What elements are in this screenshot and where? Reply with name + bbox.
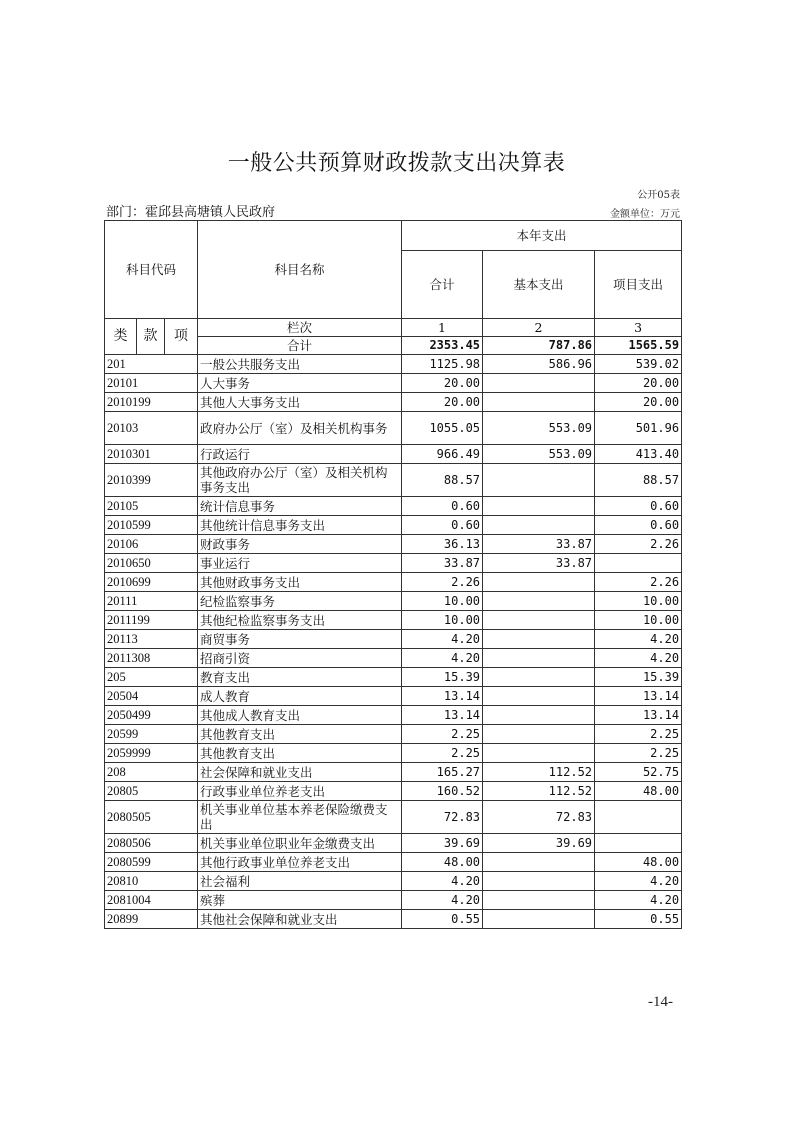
subject-code-cell: 20899 [105,910,198,929]
table-row [105,853,682,872]
subject-name-cell: 其他行政事业单位养老支出 [198,853,402,872]
basic-expenditure-cell [483,910,595,929]
total-cell: 10.00 [402,611,483,630]
table-row [105,834,682,853]
table-row [105,891,682,910]
table-row [105,516,682,535]
table-row [105,355,682,374]
basic-expenditure-cell [483,853,595,872]
subject-code-cell: 20805 [105,782,198,801]
table-row [105,412,682,445]
subject-name-cell: 机关事业单位基本养老保险缴费支出 [198,801,402,834]
header-total: 合计 [402,251,483,319]
subject-name-cell: 其他政府办公厅（室）及相关机构事务支出 [198,464,402,497]
total-cell: 1055.05 [402,412,483,445]
subject-code-cell: 20113 [105,630,198,649]
table-row [105,706,682,725]
table-row [105,393,682,412]
total-cell: 1125.98 [402,355,483,374]
subject-code-cell: 2081004 [105,891,198,910]
subject-name-cell: 社会福利 [198,872,402,891]
total-cell: 20.00 [402,393,483,412]
subject-name-cell: 事业运行 [198,554,402,573]
basic-expenditure-cell [483,872,595,891]
header-basic-expenditure: 基本支出 [483,251,595,319]
department-label: 部门：霍邱县高塘镇人民政府 [106,205,276,220]
subject-name-cell: 其他教育支出 [198,725,402,744]
table-row [105,872,682,891]
subject-code-cell: 2010199 [105,393,198,412]
total-cell: 2.25 [402,744,483,763]
subject-code-cell: 201 [105,355,198,374]
basic-expenditure-cell [483,891,595,910]
total-cell: 4.20 [402,649,483,668]
header-col-2: 2 [483,319,595,337]
subject-code-cell: 205 [105,668,198,687]
header-current-year-expenditure: 本年支出 [402,221,682,251]
project-expenditure-cell: 0.60 [595,497,682,516]
subject-name-cell: 一般公共服务支出 [198,355,402,374]
subject-name-cell: 殡葬 [198,891,402,910]
subject-code-cell: 2010301 [105,445,198,464]
basic-expenditure-cell [483,611,595,630]
project-expenditure-cell: 10.00 [595,611,682,630]
header-item: 项 [165,319,198,355]
subject-code-cell: 2010650 [105,554,198,573]
basic-expenditure-cell: 553.09 [483,445,595,464]
table-row [105,801,682,834]
subject-code-cell: 20504 [105,687,198,706]
project-expenditure-cell: 10.00 [595,592,682,611]
project-expenditure-cell: 4.20 [595,649,682,668]
table-row [105,611,682,630]
table-row [105,649,682,668]
basic-expenditure-cell: 39.69 [483,834,595,853]
subject-name-cell: 其他统计信息事务支出 [198,516,402,535]
header-project-expenditure: 项目支出 [595,251,682,319]
project-expenditure-cell: 13.14 [595,687,682,706]
subject-name-cell: 财政事务 [198,535,402,554]
table-body [105,355,682,929]
table-row [105,687,682,706]
subject-code-cell: 2080599 [105,853,198,872]
subject-name-cell: 机关事业单位职业年金缴费支出 [198,834,402,853]
basic-expenditure-cell: 33.87 [483,554,595,573]
subject-code-cell: 2011308 [105,649,198,668]
table-row [105,763,682,782]
project-expenditure-cell: 48.00 [595,782,682,801]
basic-expenditure-cell [483,573,595,592]
expenditure-table [104,220,682,929]
table-row [105,630,682,649]
total-cell: 4.20 [402,891,483,910]
project-expenditure-cell: 20.00 [595,374,682,393]
subject-name-cell: 招商引资 [198,649,402,668]
table-row [105,374,682,393]
total-cell: 33.87 [402,554,483,573]
subject-code-cell: 2050499 [105,706,198,725]
basic-expenditure-cell: 112.52 [483,782,595,801]
basic-expenditure-cell: 33.87 [483,535,595,554]
subject-name-cell: 人大事务 [198,374,402,393]
subject-code-cell: 20599 [105,725,198,744]
project-expenditure-cell: 413.40 [595,445,682,464]
page-number: -14- [648,994,673,1010]
total-cell: 72.83 [402,801,483,834]
summary-project: 1565.59 [595,337,682,355]
subject-code-cell: 2010699 [105,573,198,592]
project-expenditure-cell: 2.26 [595,573,682,592]
total-cell: 15.39 [402,668,483,687]
project-expenditure-cell: 4.20 [595,630,682,649]
subject-name-cell: 其他纪检监察事务支出 [198,611,402,630]
project-expenditure-cell: 4.20 [595,891,682,910]
project-expenditure-cell: 2.25 [595,744,682,763]
amount-unit-label: 金额单位：万元 [610,209,680,220]
basic-expenditure-cell [483,687,595,706]
project-expenditure-cell: 0.55 [595,910,682,929]
total-cell: 0.55 [402,910,483,929]
table-row [105,445,682,464]
basic-expenditure-cell [483,725,595,744]
subject-code-cell: 2059999 [105,744,198,763]
total-cell: 88.57 [402,464,483,497]
subject-code-cell: 20810 [105,872,198,891]
basic-expenditure-cell [483,464,595,497]
basic-expenditure-cell [483,592,595,611]
subject-code-cell: 2080505 [105,801,198,834]
subject-name-cell: 行政运行 [198,445,402,464]
total-cell: 4.20 [402,872,483,891]
subject-name-cell: 商贸事务 [198,630,402,649]
subject-code-cell: 2010599 [105,516,198,535]
basic-expenditure-cell [483,744,595,763]
project-expenditure-cell: 52.75 [595,763,682,782]
subject-code-cell: 20111 [105,592,198,611]
subject-name-cell: 统计信息事务 [198,497,402,516]
total-cell: 160.52 [402,782,483,801]
basic-expenditure-cell: 112.52 [483,763,595,782]
table-header [105,221,682,355]
subject-code-cell: 208 [105,763,198,782]
project-expenditure-cell: 501.96 [595,412,682,445]
project-expenditure-cell: 0.60 [595,516,682,535]
subject-code-cell: 2080506 [105,834,198,853]
project-expenditure-cell: 4.20 [595,872,682,891]
total-cell: 39.69 [402,834,483,853]
subject-name-cell: 教育支出 [198,668,402,687]
table-row [105,725,682,744]
basic-expenditure-cell: 553.09 [483,412,595,445]
table-row [105,668,682,687]
basic-expenditure-cell [483,630,595,649]
table-row [105,592,682,611]
subject-name-cell: 其他成人教育支出 [198,706,402,725]
header-col-1: 1 [402,319,483,337]
total-cell: 0.60 [402,516,483,535]
table-row [105,782,682,801]
subject-name-cell: 政府办公厅（室）及相关机构事务 [198,412,402,445]
project-expenditure-cell [595,554,682,573]
total-cell: 13.14 [402,706,483,725]
header-subject-code: 科目代码 [105,221,198,319]
basic-expenditure-cell [483,706,595,725]
subject-name-cell: 其他财政事务支出 [198,573,402,592]
subject-name-cell: 行政事业单位养老支出 [198,782,402,801]
total-cell: 966.49 [402,445,483,464]
total-cell: 4.20 [402,630,483,649]
basic-expenditure-cell [483,668,595,687]
total-cell: 36.13 [402,535,483,554]
total-cell: 20.00 [402,374,483,393]
subject-name-cell: 其他教育支出 [198,744,402,763]
basic-expenditure-cell [483,374,595,393]
document-title: 一般公共预算财政拨款支出决算表 [227,151,566,176]
basic-expenditure-cell [483,516,595,535]
header-subject-name: 科目名称 [198,221,402,319]
header-section: 款 [137,319,165,355]
total-cell: 10.00 [402,592,483,611]
project-expenditure-cell: 539.02 [595,355,682,374]
basic-expenditure-cell [483,649,595,668]
basic-expenditure-cell [483,393,595,412]
subject-code-cell: 20101 [105,374,198,393]
table-row [105,744,682,763]
header-column-order: 栏次 [198,319,402,337]
summary-total: 2353.45 [402,337,483,355]
table-row [105,910,682,929]
project-expenditure-cell: 13.14 [595,706,682,725]
total-cell: 2.26 [402,573,483,592]
table-row [105,497,682,516]
project-expenditure-cell: 2.26 [595,535,682,554]
header-class: 类 [105,319,137,355]
table-row [105,554,682,573]
subject-code-cell: 2011199 [105,611,198,630]
total-cell: 48.00 [402,853,483,872]
subject-name-cell: 成人教育 [198,687,402,706]
header-col-3: 3 [595,319,682,337]
subject-code-cell: 2010399 [105,464,198,497]
total-cell: 2.25 [402,725,483,744]
project-expenditure-cell [595,801,682,834]
project-expenditure-cell: 88.57 [595,464,682,497]
total-cell: 13.14 [402,687,483,706]
table-row [105,464,682,497]
total-cell: 165.27 [402,763,483,782]
form-number: 公开05表 [637,190,680,201]
subject-code-cell: 20103 [105,412,198,445]
project-expenditure-cell: 48.00 [595,853,682,872]
subject-name-cell: 其他人大事务支出 [198,393,402,412]
table-row [105,535,682,554]
basic-expenditure-cell [483,497,595,516]
subject-name-cell: 其他社会保障和就业支出 [198,910,402,929]
subject-code-cell: 20105 [105,497,198,516]
subject-name-cell: 社会保障和就业支出 [198,763,402,782]
project-expenditure-cell [595,834,682,853]
table-row [105,573,682,592]
basic-expenditure-cell: 586.96 [483,355,595,374]
total-cell: 0.60 [402,497,483,516]
summary-basic: 787.86 [483,337,595,355]
project-expenditure-cell: 20.00 [595,393,682,412]
subject-code-cell: 20106 [105,535,198,554]
basic-expenditure-cell: 72.83 [483,801,595,834]
summary-label: 合计 [198,337,402,355]
project-expenditure-cell: 2.25 [595,725,682,744]
project-expenditure-cell: 15.39 [595,668,682,687]
subject-name-cell: 纪检监察事务 [198,592,402,611]
